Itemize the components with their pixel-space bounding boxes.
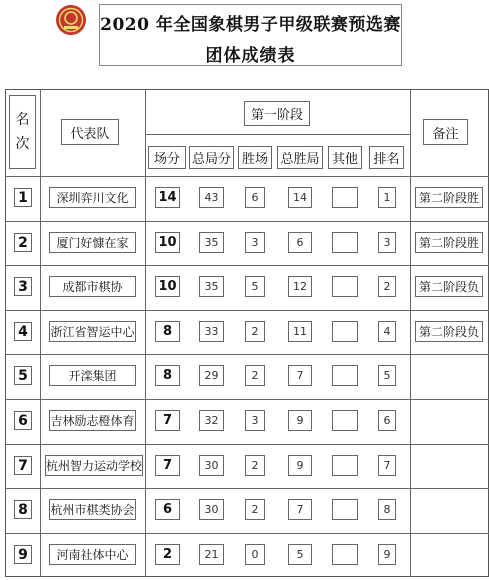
row-note: 第二阶段负 — [415, 276, 483, 297]
row-other — [332, 365, 358, 386]
grid-hline — [5, 176, 489, 177]
header-rank-char-2: 次 — [15, 136, 30, 152]
row-wins: 6 — [245, 187, 265, 208]
row-other — [332, 276, 358, 297]
row-placing: 4 — [378, 321, 396, 342]
row-placing: 8 — [378, 499, 396, 520]
row-points: 8 — [155, 321, 180, 342]
row-rank: 5 — [14, 366, 32, 385]
row-rank: 8 — [14, 500, 32, 519]
row-other — [332, 232, 358, 253]
row-points: 10 — [155, 276, 180, 297]
row-rank: 1 — [14, 188, 32, 207]
row-team: 杭州市棋类协会 — [49, 499, 136, 520]
row-rank: 3 — [14, 277, 32, 296]
header-rank-char-1: 名 — [15, 112, 30, 128]
grid-hline — [5, 488, 489, 489]
row-total-game-points: 43 — [199, 187, 224, 208]
grid-hline — [5, 354, 489, 355]
row-other — [332, 321, 358, 342]
row-points: 2 — [155, 544, 180, 565]
row-team: 河南社体中心 — [49, 544, 136, 565]
row-wins: 2 — [245, 321, 265, 342]
grid-hline — [5, 399, 489, 400]
row-wins: 0 — [245, 544, 265, 565]
row-total-game-wins: 9 — [288, 410, 312, 431]
row-total-game-points: 30 — [199, 499, 224, 520]
row-total-game-wins: 7 — [288, 365, 312, 386]
row-total-game-points: 30 — [199, 455, 224, 476]
row-note: 第二阶段胜 — [415, 232, 483, 253]
header-rank — [9, 95, 36, 169]
grid-vline — [410, 89, 411, 577]
row-points: 10 — [155, 232, 180, 253]
header-wins: 胜场 — [238, 146, 272, 169]
row-placing: 1 — [378, 187, 396, 208]
row-total-game-wins: 6 — [288, 232, 312, 253]
row-placing: 6 — [378, 410, 396, 431]
header-other: 其他 — [328, 146, 362, 169]
row-total-game-points: 21 — [199, 544, 224, 565]
row-points: 8 — [155, 365, 180, 386]
row-rank: 7 — [14, 456, 32, 475]
row-note: 第二阶段胜 — [415, 187, 483, 208]
row-wins: 5 — [245, 276, 265, 297]
header-team: 代表队 — [61, 119, 119, 145]
row-rank: 9 — [14, 545, 32, 564]
row-team: 成都市棋协 — [49, 276, 136, 297]
row-other — [332, 187, 358, 208]
row-team: 开滦集团 — [49, 365, 136, 386]
row-total-game-wins: 12 — [288, 276, 312, 297]
row-rank: 6 — [14, 411, 32, 430]
grid-hline — [5, 221, 489, 222]
grid-vline — [40, 89, 41, 577]
row-team: 浙江省智运中心 — [49, 321, 136, 342]
row-points: 7 — [155, 455, 180, 476]
row-placing: 5 — [378, 365, 396, 386]
row-placing: 3 — [378, 232, 396, 253]
header-notes: 备注 — [423, 119, 468, 145]
page-title: 2020 年全国象棋男子甲级联赛预选赛 — [100, 15, 401, 35]
row-placing: 9 — [378, 544, 396, 565]
row-total-game-points: 32 — [199, 410, 224, 431]
grid-vline — [145, 89, 146, 577]
row-points: 14 — [155, 187, 180, 208]
header-total-game-wins: 总胜局 — [277, 146, 323, 169]
row-other — [332, 499, 358, 520]
row-total-game-wins: 5 — [288, 544, 312, 565]
row-wins: 3 — [245, 410, 265, 431]
row-total-game-points: 29 — [199, 365, 224, 386]
grid-hline — [5, 533, 489, 534]
row-total-game-wins: 9 — [288, 455, 312, 476]
row-total-game-points: 33 — [199, 321, 224, 342]
grid-hline — [145, 134, 410, 135]
row-wins: 2 — [245, 365, 265, 386]
row-team: 杭州智力运动学校 — [45, 455, 143, 476]
row-placing: 2 — [378, 276, 396, 297]
title-box — [99, 4, 402, 66]
row-team: 吉林励志橙体育 — [49, 410, 136, 431]
row-wins: 2 — [245, 455, 265, 476]
grid-hline — [5, 444, 489, 445]
header-placing: 排名 — [369, 146, 404, 169]
row-total-game-points: 35 — [199, 232, 224, 253]
row-points: 6 — [155, 499, 180, 520]
row-total-game-wins: 11 — [288, 321, 312, 342]
row-wins: 3 — [245, 232, 265, 253]
row-points: 7 — [155, 410, 180, 431]
header-stage: 第一阶段 — [244, 101, 310, 126]
header-points: 场分 — [148, 146, 186, 169]
row-rank: 2 — [14, 233, 32, 252]
row-other — [332, 455, 358, 476]
grid-hline — [5, 265, 489, 266]
row-wins: 2 — [245, 499, 265, 520]
row-total-game-points: 35 — [199, 276, 224, 297]
row-other — [332, 544, 358, 565]
page-subtitle: 团体成绩表 — [205, 46, 296, 66]
header-total-game-points: 总局分 — [189, 146, 234, 169]
row-team: 深圳弈川文化 — [49, 187, 136, 208]
row-other — [332, 410, 358, 431]
row-total-game-wins: 7 — [288, 499, 312, 520]
row-rank: 4 — [14, 322, 32, 341]
chess-association-emblem-icon — [55, 4, 87, 36]
row-note: 第二阶段负 — [415, 321, 483, 342]
row-placing: 7 — [378, 455, 396, 476]
row-team: 厦门好慷在家 — [49, 232, 136, 253]
row-total-game-wins: 14 — [288, 187, 312, 208]
grid-hline — [5, 310, 489, 311]
